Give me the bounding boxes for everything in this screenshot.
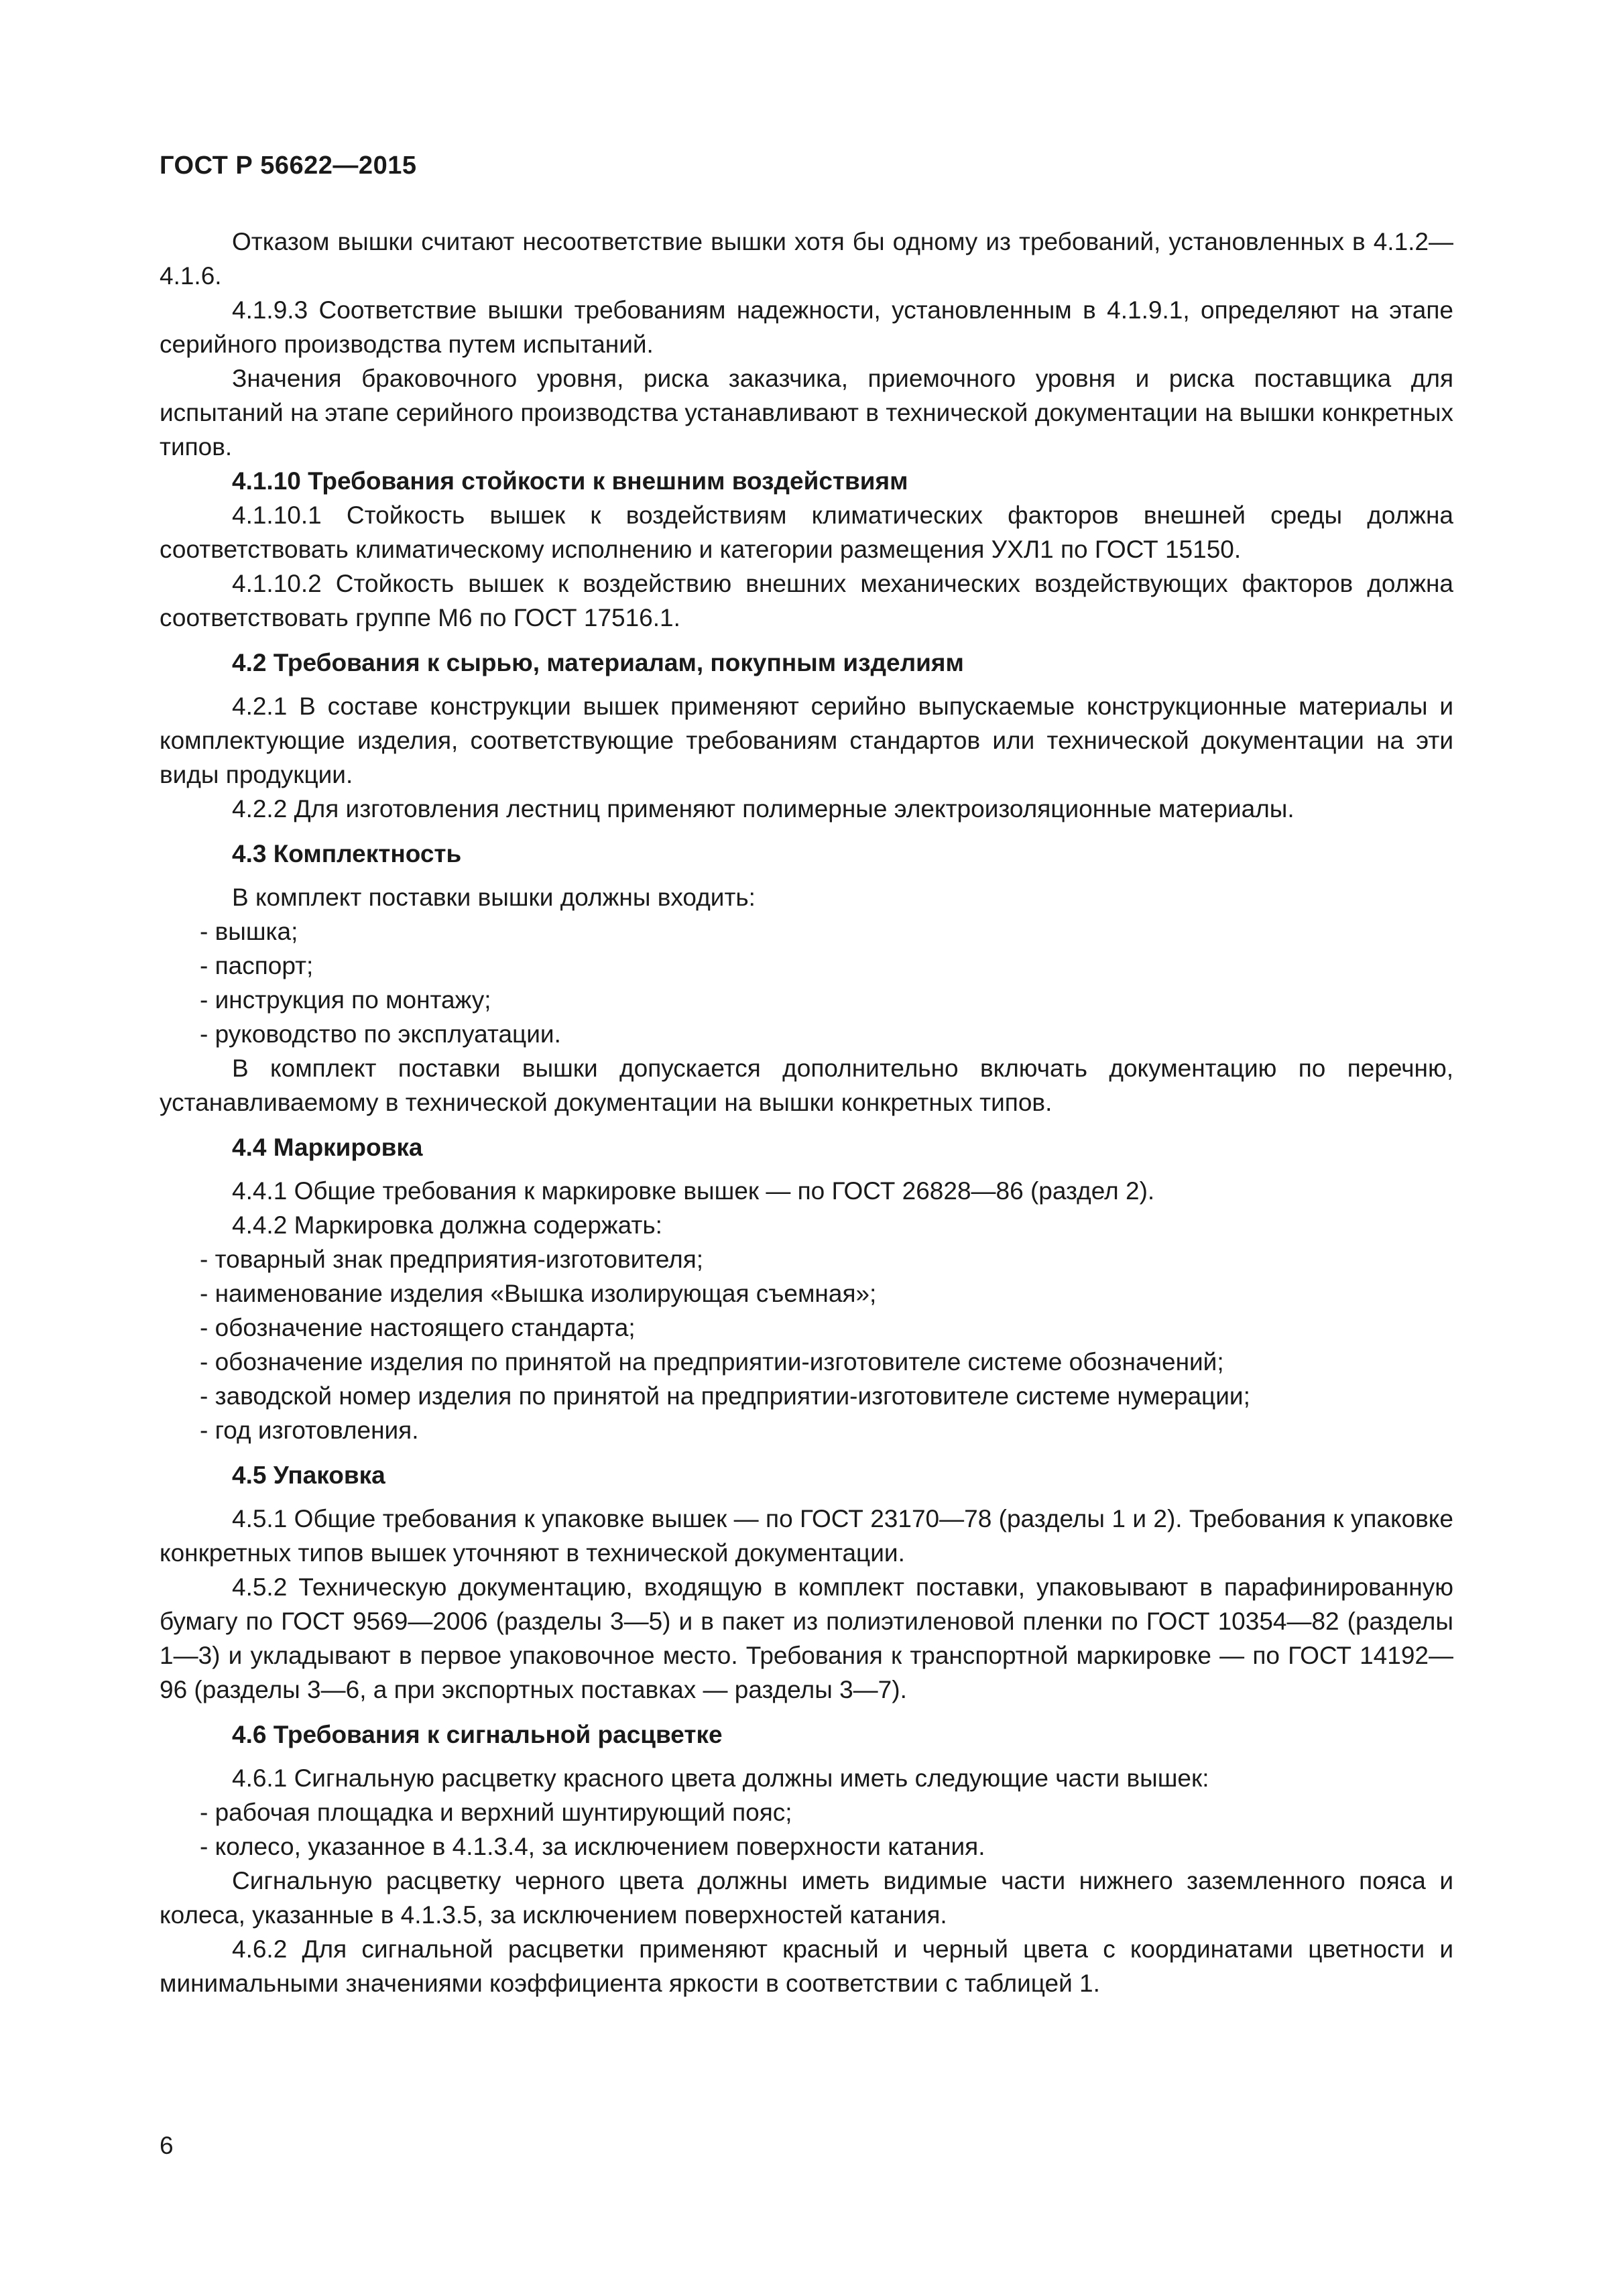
paragraph: Сигнальную расцветку черного цвета должны иметь видимые части нижнего заземленного пояса и колеса, указанные в 4.1.3.5, за исключением поверхностей катания. xyxy=(160,1867,1453,1929)
list-item: - наименование изделия «Вышка изолирующая съемная»; xyxy=(200,1280,877,1307)
list-item: - колесо, указанное в 4.1.3.4, за исключением поверхности катания. xyxy=(200,1833,985,1860)
list-item: - заводской номер изделия по принятой на предприятии-изготовителе системе нумерации; xyxy=(200,1382,1250,1410)
paragraph: 4.2.2 Для изготовления лестниц применяют полимерные электроизоляционные материалы. xyxy=(232,795,1295,823)
list-item: - вышка; xyxy=(200,918,298,945)
paragraph: 4.1.10.1 Стойкость вышек к воздействиям климатических факторов внешней среды должна соответствовать климатическому исполнению и категории размещения УХЛ1 по ГОСТ 15150. xyxy=(160,501,1453,563)
subsection-heading: 4.1.10 Требования стойкости к внешним воздействиям xyxy=(232,467,908,495)
paragraph: В комплект поставки вышки должны входить: xyxy=(232,884,756,911)
paragraph: 4.1.9.3 Соответствие вышки требованиям надежности, установленным в 4.1.9.1, определяют на этапе серийного производства путем испытаний. xyxy=(160,296,1453,358)
paragraph: 4.2.1 В составе конструкции вышек применяют серийно выпускаемые конструкционные материалы и комплектующие изделия, соответствующие требованиям стандартов или технической документации на эти виды продукции. xyxy=(160,692,1453,788)
list-item: - инструкция по монтажу; xyxy=(200,986,491,1014)
list-item: - обозначение изделия по принятой на предприятии-изготовителе системе обозначений; xyxy=(200,1348,1224,1376)
paragraph: Значения браковочного уровня, риска заказчика, приемочного уровня и риска поставщика для испытаний на этапе серийного производства устанавливают в технической документации на вышки конкретных типов. xyxy=(160,365,1453,461)
section-heading: 4.5 Упаковка xyxy=(232,1461,385,1489)
paragraph: 4.4.1 Общие требования к маркировке вышек — по ГОСТ 26828—86 (раздел 2). xyxy=(232,1177,1155,1205)
paragraph: Отказом вышки считают несоответствие вышки хотя бы одному из требований, установленных в 4.1.2—4.1.6. xyxy=(160,228,1453,290)
section-heading: 4.4 Маркировка xyxy=(232,1134,423,1161)
document-body xyxy=(160,225,1453,2000)
paragraph: 4.4.2 Маркировка должна содержать: xyxy=(232,1211,662,1239)
list-item: - рабочая площадка и верхний шунтирующий пояс; xyxy=(200,1799,792,1826)
section-heading: 4.2 Требования к сырью, материалам, покупным изделиям xyxy=(232,649,964,676)
paragraph: 4.1.10.2 Стойкость вышек к воздействию внешних механических воздействующих факторов должна соответствовать группе М6 по ГОСТ 17516.1. xyxy=(160,570,1453,631)
paragraph: 4.5.1 Общие требования к упаковке вышек — по ГОСТ 23170—78 (разделы 1 и 2). Требования к упаковке конкретных типов вышек уточняют в технической документации. xyxy=(160,1505,1453,1567)
section-heading: 4.6 Требования к сигнальной расцветке xyxy=(232,1721,723,1748)
paragraph: 4.5.2 Техническую документацию, входящую в комплект поставки, упаковывают в парафинированную бумагу по ГОСТ 9569—2006 (разделы 3—5) и в пакет из полиэтиленовой пленки по ГОСТ 10354—82 (разделы 1—3) и укладывают в первое упаковочное место. Требования к транспортной маркировке — по ГОСТ 14192—96 (разделы 3—6, а при экспортных поставках — разделы 3—7). xyxy=(160,1573,1453,1703)
list-item: - руководство по эксплуатации. xyxy=(200,1020,561,1048)
list-item: - паспорт; xyxy=(200,952,314,979)
list-item: - год изготовления. xyxy=(200,1416,419,1444)
paragraph: 4.6.2 Для сигнальной расцветки применяют красный и черный цвета с координатами цветности и минимальными значениями коэффициента яркости в соответствии с таблицей 1. xyxy=(160,1935,1453,1997)
document-header: ГОСТ Р 56622—2015 xyxy=(160,152,417,180)
paragraph: В комплект поставки вышки допускается дополнительно включать документацию по перечню, устанавливаемому в технической документации на вышки конкретных типов. xyxy=(160,1054,1453,1116)
page-number: 6 xyxy=(160,2132,174,2159)
list-item: - товарный знак предприятия-изготовителя; xyxy=(200,1246,704,1273)
paragraph: 4.6.1 Сигнальную расцветку красного цвета должны иметь следующие части вышек: xyxy=(232,1764,1209,1792)
list-item: - обозначение настоящего стандарта; xyxy=(200,1314,636,1341)
section-heading: 4.3 Комплектность xyxy=(232,840,462,867)
